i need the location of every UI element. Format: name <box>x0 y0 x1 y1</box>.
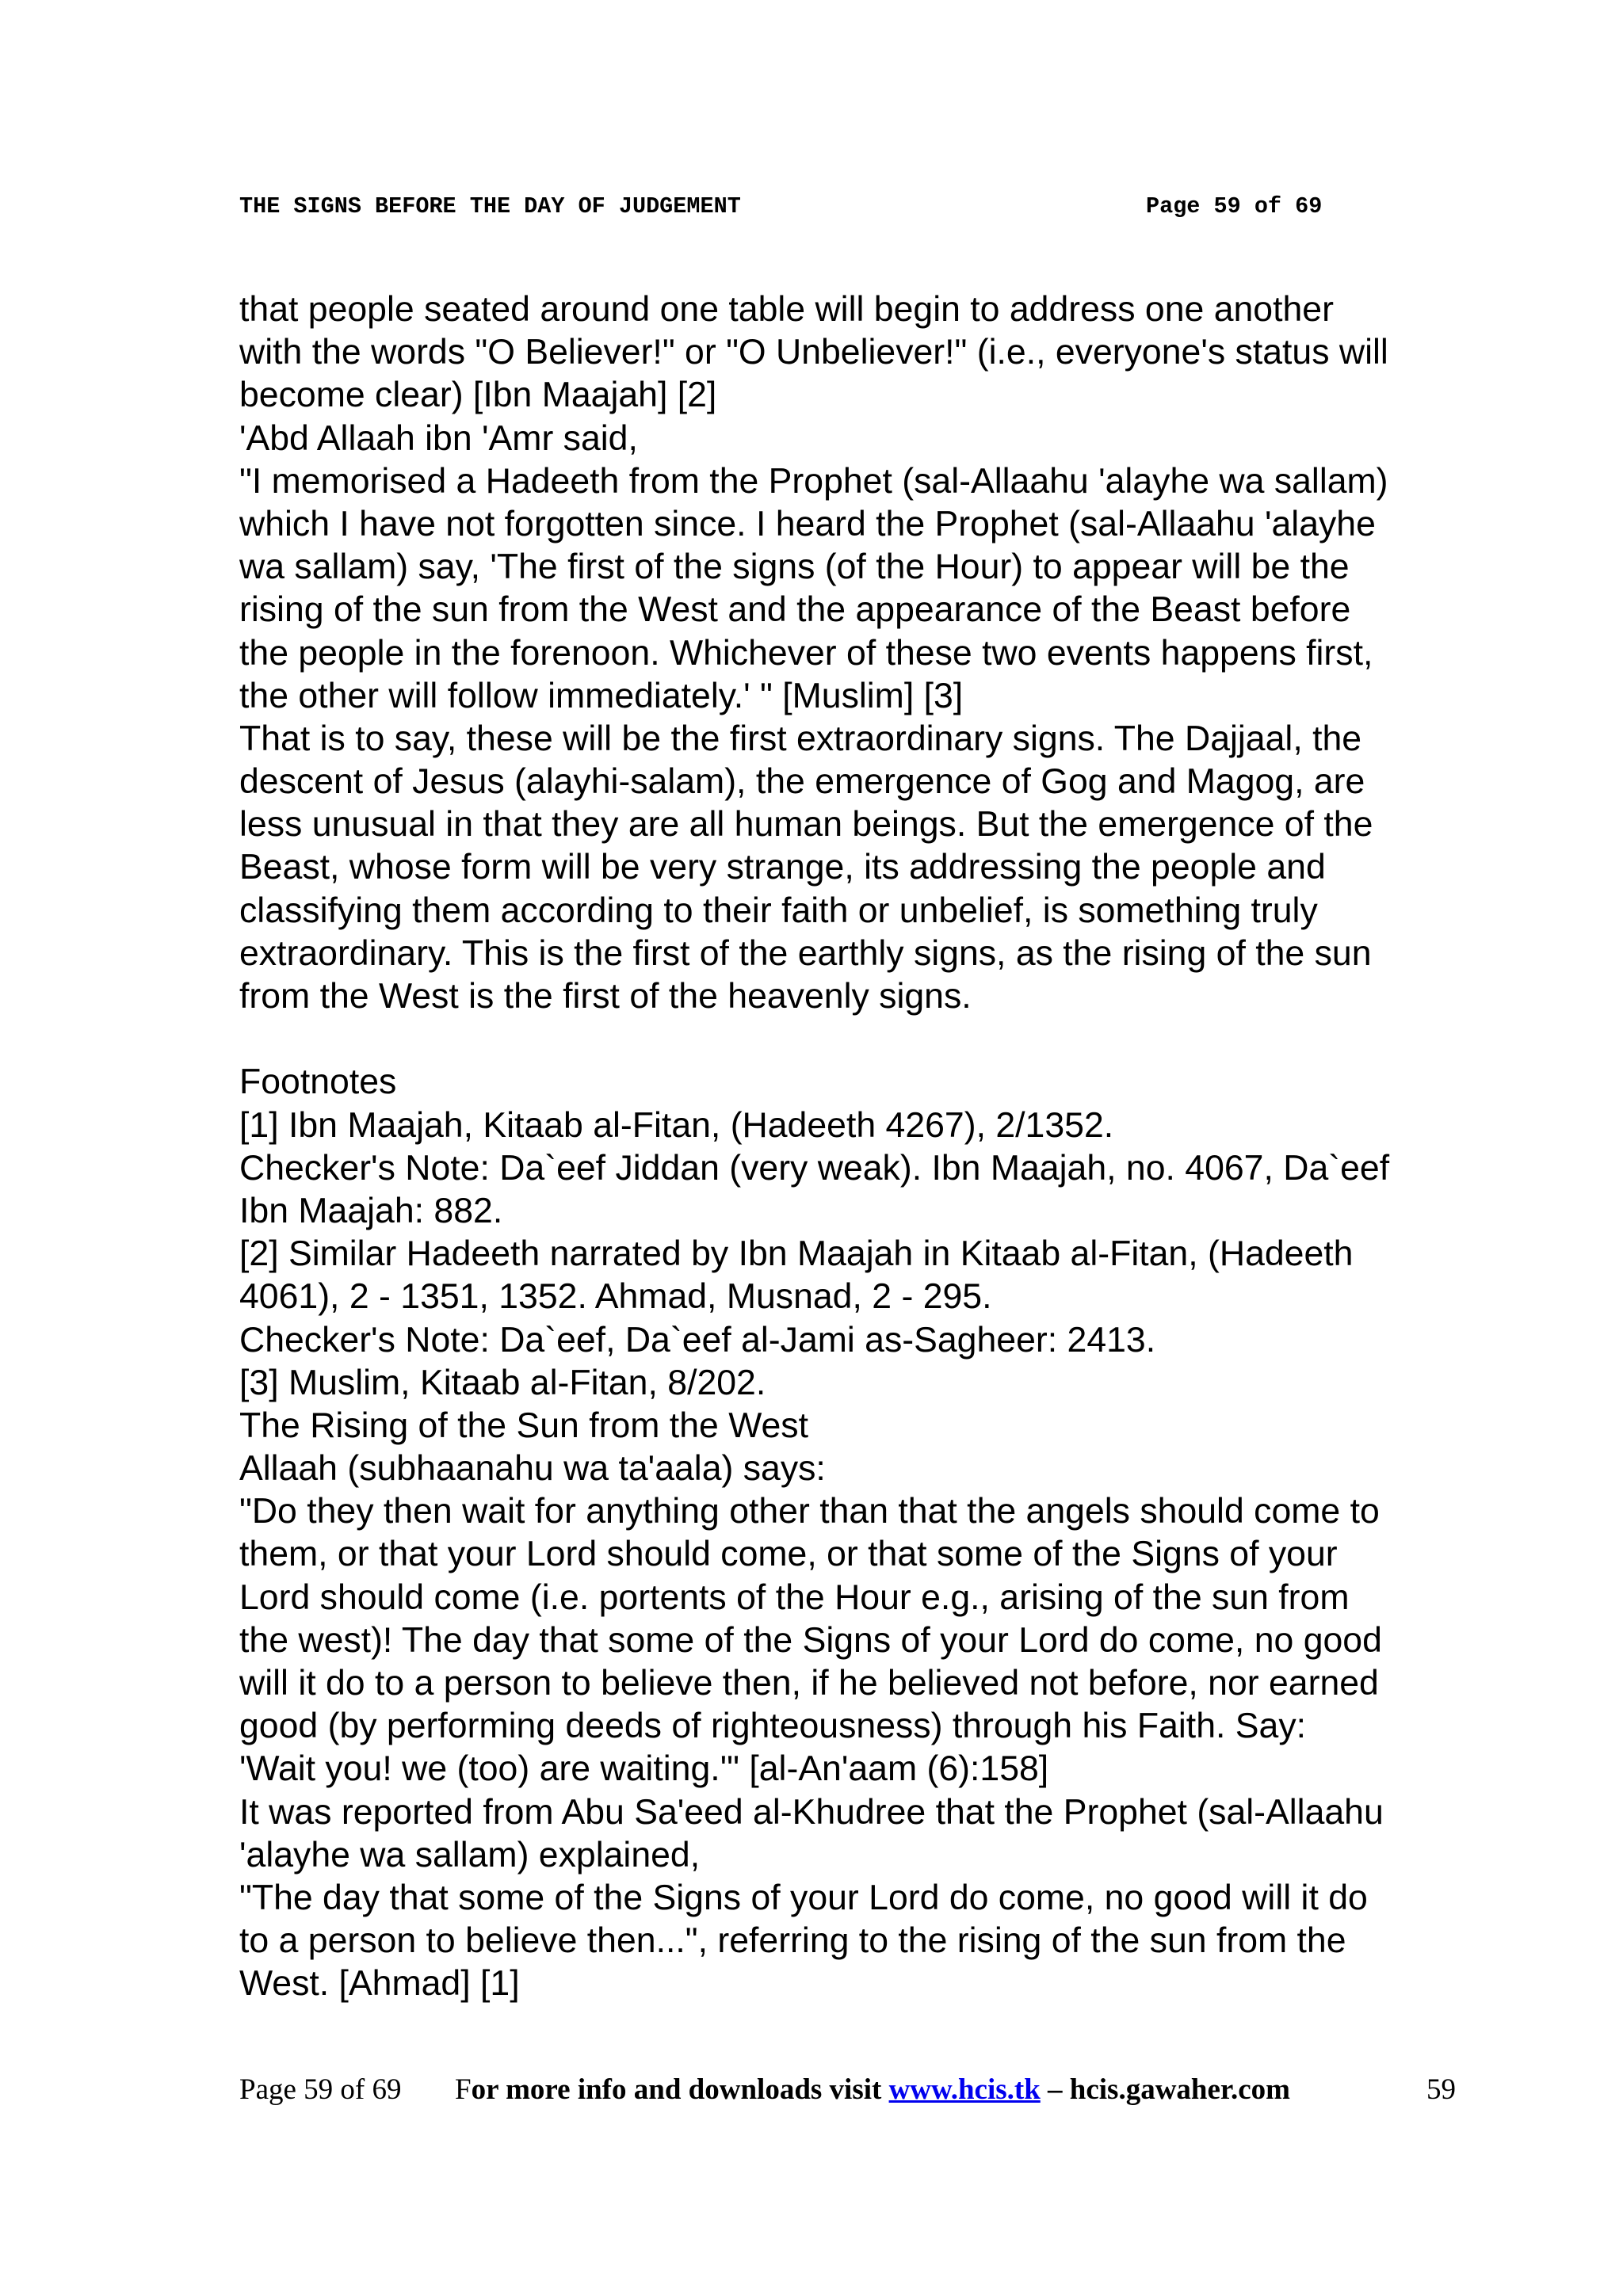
text-line: [2] Similar Hadeeth narrated by Ibn Maajah in Kitaab al-Fitan, (Hadeeth <box>239 1234 1354 1274</box>
text-line: will it do to a person to believe then, if he believed not before, nor earned <box>239 1664 1379 1703</box>
text-line: good (by performing deeds of righteousness) through his Faith. Say: <box>239 1707 1306 1746</box>
text-line: become clear) [Ibn Maajah] [2] <box>239 376 717 415</box>
text-line: West. [Ahmad] [1] <box>239 1964 520 2004</box>
running-header <box>239 193 1365 221</box>
header-page-info: Page 59 of 69 <box>1146 193 1323 219</box>
text-line: them, or that your Lord should come, or that some of the Signs of your <box>239 1535 1338 1574</box>
document-title: THE SIGNS BEFORE THE DAY OF JUDGEMENT <box>239 193 741 219</box>
footer-info-text: or more info and downloads visit <box>471 2073 889 2106</box>
text-line: [1] Ibn Maajah, Kitaab al-Fitan, (Hadeeth 4267), 2/1352. <box>239 1105 1114 1145</box>
footer-page-label: Page 59 of 69 <box>239 2073 402 2106</box>
text-line: which I have not forgotten since. I heard the Prophet (sal-Allaahu 'alayhe <box>239 504 1376 543</box>
text-line: that people seated around one table will begin to address one another <box>239 290 1334 329</box>
footer-link[interactable]: www.hcis.tk <box>888 2073 1041 2106</box>
paragraph-gap <box>239 1018 1464 1061</box>
text-line: "I memorised a Hadeeth from the Prophet (sal-Allaahu 'alayhe wa sallam) <box>239 461 1388 501</box>
text-line: 'alayhe wa sallam) explained, <box>239 1835 701 1875</box>
footer-page-number: 59 <box>1426 2073 1456 2106</box>
text-line: It was reported from Abu Sa'eed al-Khudree that the Prophet (sal-Allaahu <box>239 1792 1384 1832</box>
text-line: Checker's Note: Da`eef, Da`eef al-Jami as-Sagheer: 2413. <box>239 1320 1156 1360</box>
text-line: classifying them according to their faith or unbelief, is something truly <box>239 891 1318 930</box>
text-line: the west)! The day that some of the Signs of your Lord do come, no good <box>239 1620 1382 1660</box>
text-line: "The day that some of the Signs of your Lord do come, no good will it do <box>239 1878 1368 1917</box>
paragraph-block-2 <box>239 1061 1464 2005</box>
footnotes-heading: Footnotes <box>239 1062 397 1102</box>
text-line: Beast, whose form will be very strange, its addressing the people and <box>239 848 1326 887</box>
text-line: wa sallam) say, 'The first of the signs (of the Hour) to appear will be the <box>239 547 1350 587</box>
text-line: descent of Jesus (alayhi-salam), the emergence of Gog and Magog, are <box>239 762 1365 802</box>
text-line: 'Abd Allaah ibn 'Amr said, <box>239 418 638 458</box>
page-body <box>239 288 1464 2006</box>
footer-info <box>455 2069 1290 2111</box>
text-line: That is to say, these will be the first extraordinary signs. The Dajjaal, the <box>239 719 1362 758</box>
text-line: "Do they then wait for anything other than that the angels should come to <box>239 1492 1380 1531</box>
text-line: extraordinary. This is the first of the earthly signs, as the rising of the sun <box>239 933 1372 973</box>
text-line: from the West is the first of the heavenly signs. <box>239 977 972 1016</box>
footer-info-initial: F <box>455 2073 472 2106</box>
text-line: rising of the sun from the West and the appearance of the Beast before <box>239 590 1351 630</box>
text-line: less unusual in that they are all human beings. But the emergence of the <box>239 805 1373 845</box>
section-heading: The Rising of the Sun from the West <box>239 1405 808 1445</box>
text-line: Checker's Note: Da`eef Jiddan (very weak). Ibn Maajah, no. 4067, Da`eef <box>239 1148 1390 1188</box>
text-line: to a person to believe then...", referring to the rising of the sun from the <box>239 1921 1346 1961</box>
text-line: 'Wait you! we (too) are waiting.'" [al-An'aam (6):158] <box>239 1749 1049 1789</box>
text-line: with the words "O Believer!" or "O Unbeliever!" (i.e., everyone's status will <box>239 333 1388 372</box>
text-line: 4061), 2 - 1351, 1352. Ahmad, Musnad, 2 - 295. <box>239 1277 992 1317</box>
text-line: the other will follow immediately.' " [Muslim] [3] <box>239 676 964 715</box>
text-line: the people in the forenoon. Whichever of these two events happens first, <box>239 633 1373 673</box>
footer-suffix: – hcis.gawaher.com <box>1040 2073 1290 2106</box>
page-footer <box>239 2069 1456 2111</box>
text-line: Ibn Maajah: 882. <box>239 1191 503 1230</box>
paragraph-block-1 <box>239 288 1464 1018</box>
text-line: Lord should come (i.e. portents of the Hour e.g., arising of the sun from <box>239 1577 1350 1617</box>
text-line: Allaah (subhaanahu wa ta'aala) says: <box>239 1449 826 1489</box>
text-line: [3] Muslim, Kitaab al-Fitan, 8/202. <box>239 1363 766 1402</box>
